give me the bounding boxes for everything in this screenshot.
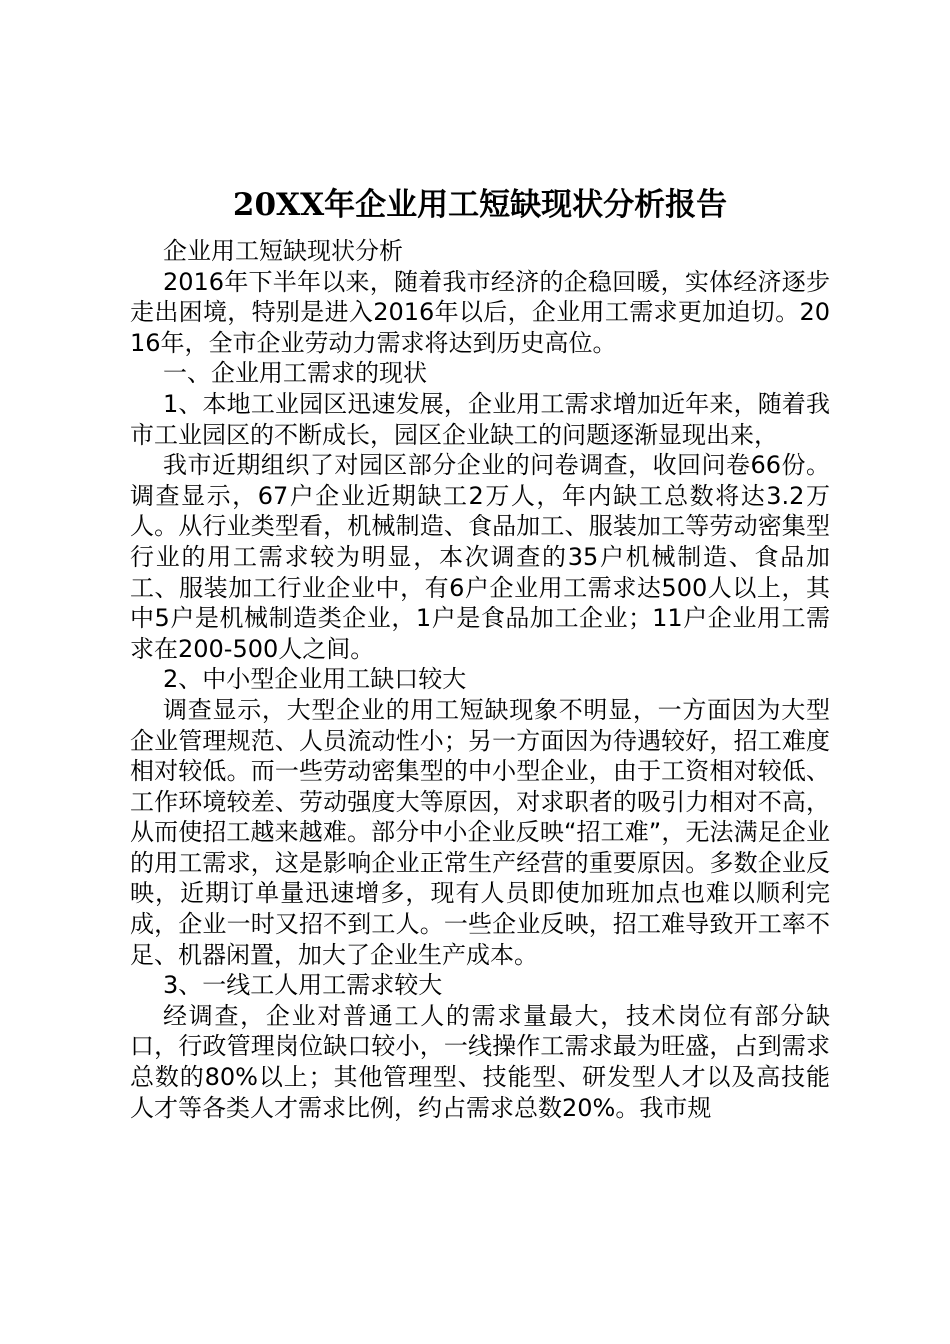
paragraph-intro: 2016年下半年以来，随着我市经济的企稳回暖，实体经济逐步走出困境，特别是进入2016年以后，企业用工需求更加迫切。2016年，全市企业劳动力需求将达到历史高位。	[130, 267, 830, 357]
heading-item-2: 2、中小型企业用工缺口较大	[163, 665, 467, 694]
heading-item-1: 1、本地工业园区迅速发展，企业用工需求增加近年来，随着我市工业园区的不断成长，园区企业缺工的问题逐渐显现出来，	[130, 389, 830, 449]
section-subtitle: 企业用工短缺现状分析	[163, 237, 403, 265]
paragraph-survey: 我市近期组织了对园区部分企业的问卷调查，收回问卷66份。调查显示，67户企业近期缺工2万人，年内缺工总数将达3.2万人。从行业类型看，机械制造、食品加工、服装加工等劳动密集型行业的用工需求较为明显，本次调查的35户机械制造、食品加工、服装加工行业企业中，有6户企业用工需求达500人以上，其中5户是机械制造类企业，1户是食品加工企业；11户企业用工需求在200-500人之间。	[130, 451, 830, 663]
paragraph-sme: 调查显示，大型企业的用工短缺现象不明显，一方面因为大型企业管理规范、人员流动性小；另一方面因为待遇较好，招工难度相对较低。而一些劳动密集型的中小型企业，由于工资相对较低、工作环境较差、劳动强度大等原因，对求职者的吸引力相对不高，从而使招工越来越难。部分中小企业反映“招工难”，无法满足企业的用工需求，这是影响企业正常生产经营的重要原因。多数企业反映，近期订单量迅速增多，现有人员即使加班加点也难以顺利完成，企业一时又招不到工人。一些企业反映，招工难导致开工率不足、机器闲置，加大了企业生产成本。	[130, 695, 830, 969]
document-title: 20XX年企业用工短缺现状分析报告	[232, 187, 728, 223]
heading-section-1: 一、企业用工需求的现状	[163, 359, 427, 388]
document-body	[130, 236, 830, 1123]
heading-item-3: 3、一线工人用工需求较大	[163, 971, 443, 1000]
paragraph-frontline: 经调查，企业对普通工人的需求量最大，技术岗位有部分缺口，行政管理岗位缺口较小，一线操作工需求最为旺盛，占到需求总数的80%以上；其他管理型、技能型、研发型人才以及高技能人才等各类人才需求比例，约占需求总数20%。我市规	[130, 1001, 830, 1122]
